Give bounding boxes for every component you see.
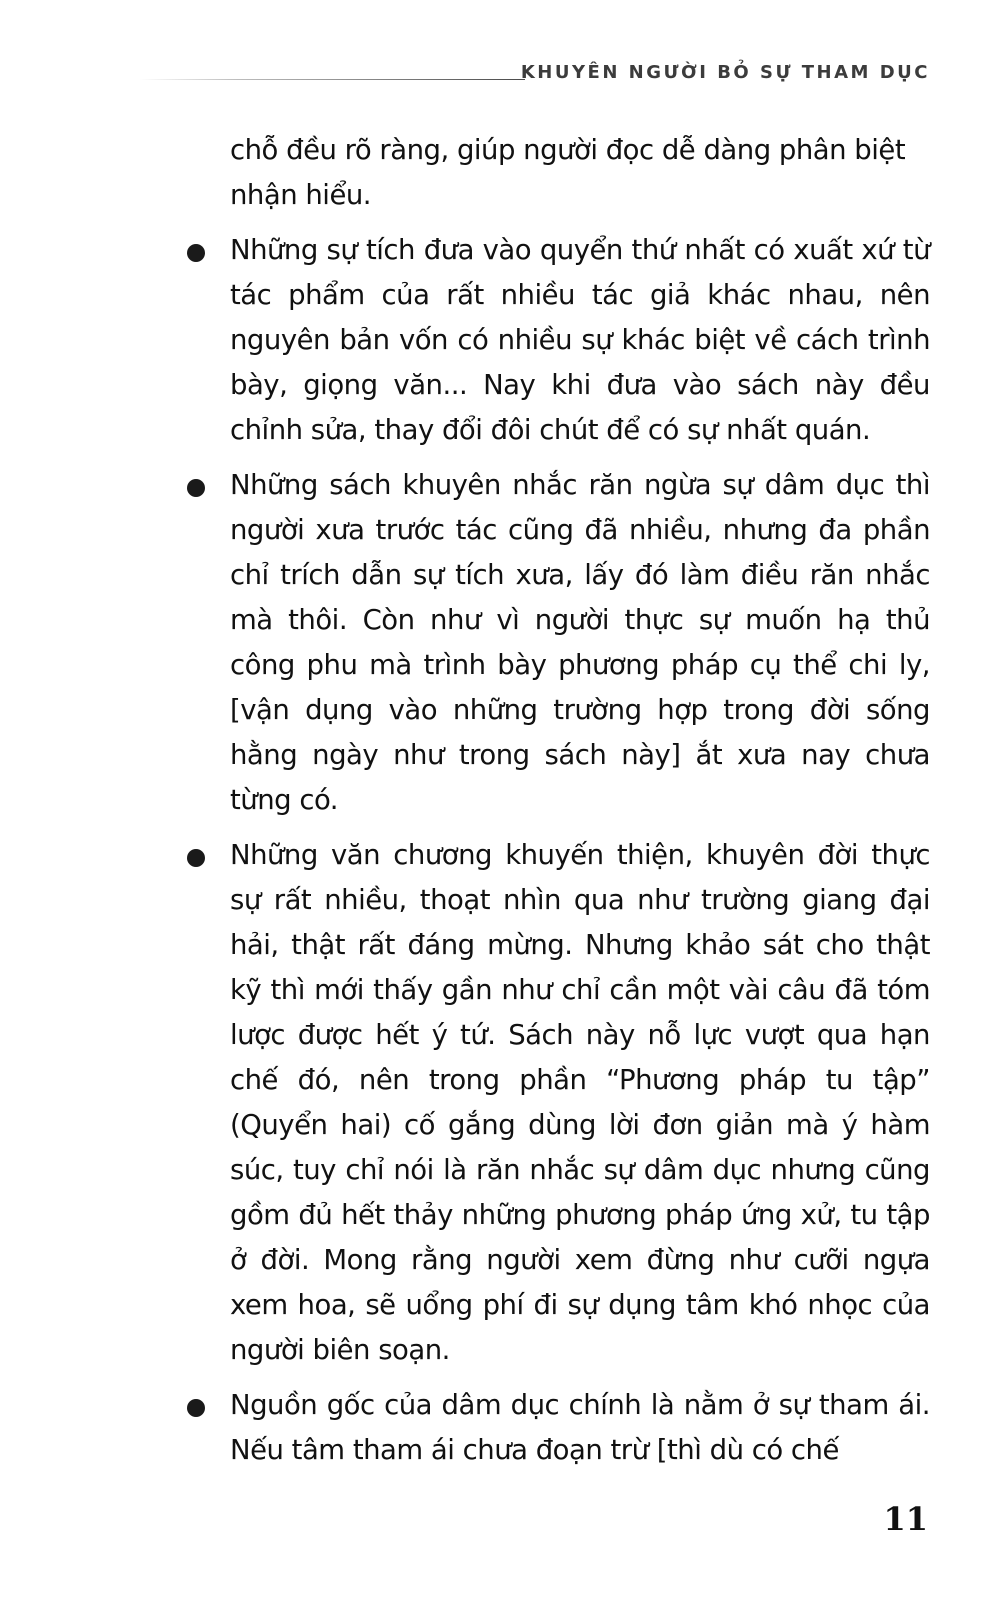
bullet-text: Nguồn gốc của dâm dục chính là nằm ở sự tham ái. Nếu tâm tham ái chưa đoạn trừ [thì dù có chế bbox=[230, 1389, 930, 1466]
bullet-dot-icon bbox=[187, 849, 205, 867]
bullet-item bbox=[230, 228, 930, 453]
page-number: 11 bbox=[883, 1500, 928, 1538]
continued-paragraph: chỗ đều rõ ràng, giúp người đọc dễ dàng phân biệt nhận hiểu. bbox=[230, 134, 906, 211]
running-header bbox=[140, 58, 930, 88]
bullet-item bbox=[230, 833, 930, 1373]
header-rule bbox=[140, 79, 525, 80]
body-text bbox=[230, 128, 930, 1483]
bullet-text: Những sách khuyên nhắc răn ngừa sự dâm dục thì người xưa trước tác cũng đã nhiều, nhưng đa phần chỉ trích dẫn sự tích xưa, lấy đó làm điều răn nhắc mà thôi. Còn như vì người thực sự muốn hạ thủ công phu mà trình bày phương pháp cụ thể chi ly, [vận dụng vào những trường hợp trong đời sống hằng ngày như trong sách này] ắt xưa nay chưa từng có. bbox=[230, 469, 930, 816]
bullet-text: Những sự tích đưa vào quyển thứ nhất có xuất xứ từ tác phẩm của rất nhiều tác giả khác nhau, nên nguyên bản vốn có nhiều sự khác biệt về cách trình bày, giọng văn... Nay khi đưa vào sách này đều chỉnh sửa, thay đổi đôi chút để có sự nhất quán. bbox=[230, 234, 930, 446]
bullet-dot-icon bbox=[187, 479, 205, 497]
bullet-text: Những văn chương khuyến thiện, khuyên đời thực sự rất nhiều, thoạt nhìn qua như trường giang đại hải, thật rất đáng mừng. Nhưng khảo sát cho thật kỹ thì mới thấy gần như chỉ cần một vài câu đã tóm lược được hết ý tứ. Sách này nỗ lực vượt qua hạn chế đó, nên trong phần “Phương pháp tu tập” (Quyển hai) cố gắng dùng lời đơn giản mà ý hàm súc, tuy chỉ nói là răn nhắc sự dâm dục nhưng cũng gồm đủ hết thảy những phương pháp ứng xử, tu tập ở đời. Mong rằng người xem đừng như cưỡi ngựa xem hoa, sẽ uổng phí đi sự dụng tâm khó nhọc của người biên soạn. bbox=[230, 839, 930, 1366]
running-title: KHUYÊN NGƯỜI BỎ SỰ THAM DỤC bbox=[520, 62, 930, 83]
bullet-dot-icon bbox=[187, 244, 205, 262]
bullet-dot-icon bbox=[187, 1399, 205, 1417]
bullet-item bbox=[230, 463, 930, 823]
bullet-item bbox=[230, 1383, 930, 1473]
